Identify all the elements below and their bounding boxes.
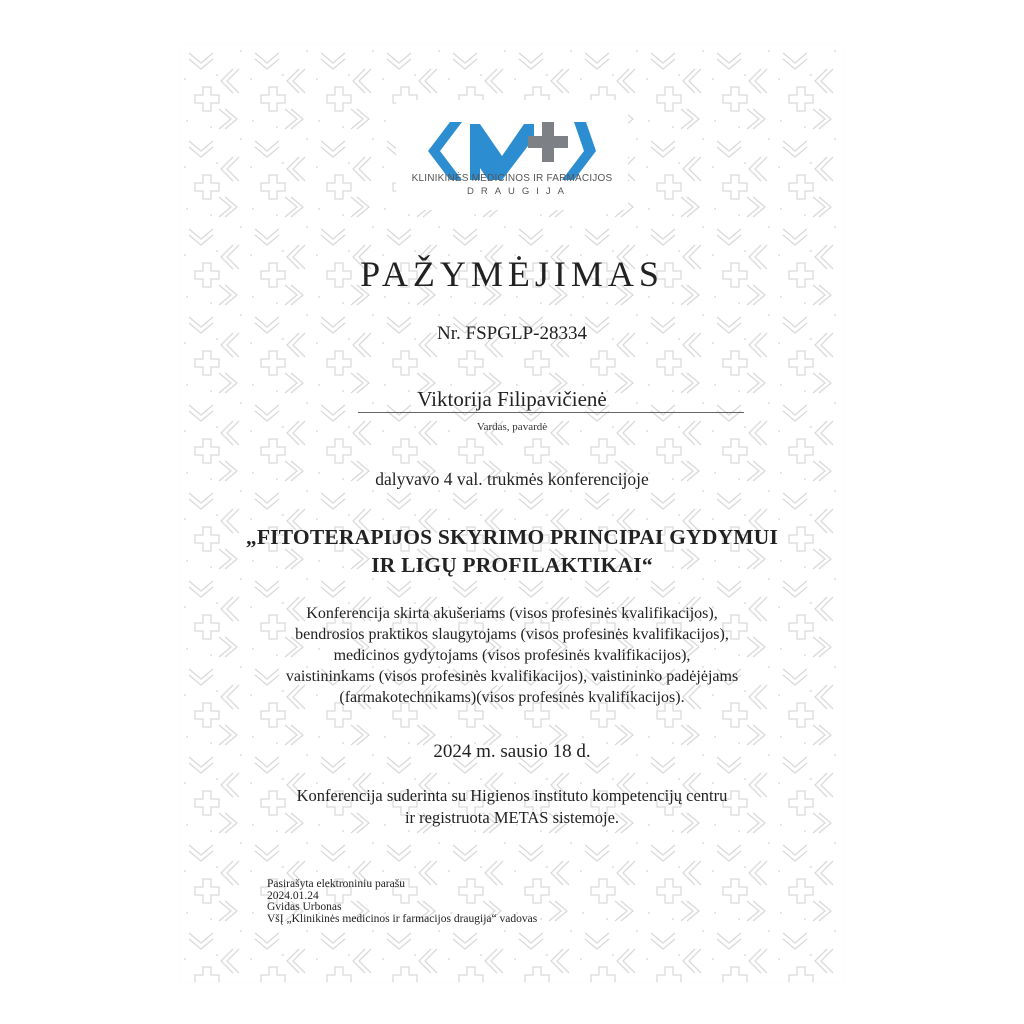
signer-role: VšĮ „Klinikinės medicinos ir farmacijos draugija“ vadovas bbox=[267, 912, 538, 925]
conference-title-line2: IR LIGŲ PROFILAKTIKAI“ bbox=[371, 553, 653, 577]
holder-name: Viktorija Filipavičienė bbox=[417, 387, 607, 411]
audience-line: Konferencija skirta akušeriams (visos profesinės kvalifikacijos), bbox=[306, 605, 718, 622]
conference-title bbox=[181, 523, 843, 579]
logo-text-line1: KLINIKINĖS MEDICINOS IR FARMACIJOS bbox=[411, 173, 613, 184]
audience-description bbox=[181, 603, 843, 708]
certificate-number: Nr. FSPGLP-28334 bbox=[437, 323, 587, 344]
approval-line1: Konferencija suderinta su Higienos instituto kompetencijų centru bbox=[296, 786, 728, 805]
conference-date: 2024 m. sausio 18 d. bbox=[433, 741, 591, 762]
audience-line: medicinos gydytojams (visos profesinės kvalifikacijos), bbox=[333, 647, 691, 664]
logo-text-line2: DRAUGIJA bbox=[466, 186, 572, 197]
approval-text bbox=[181, 785, 843, 829]
name-caption: Vardas, pavardė bbox=[476, 421, 548, 433]
name-underline bbox=[358, 412, 744, 413]
conference-title-line1: „FITOTERAPIJOS SKYRIMO PRINCIPAI GYDYMUI bbox=[245, 525, 779, 549]
certificate-page bbox=[181, 45, 843, 982]
signature-block bbox=[267, 879, 537, 925]
signer-name: Gvidas Urbonas bbox=[267, 901, 342, 913]
certificate-title: PAŽYMĖJIMAS bbox=[360, 254, 664, 294]
audience-line: vaistininkams (visos profesinės kvalifikacijos), vaistininko padėjėjams bbox=[285, 668, 739, 685]
participation-text: dalyvavo 4 val. trukmės konferencijoje bbox=[375, 469, 649, 489]
approval-line2: ir registruota METAS sistemoje. bbox=[404, 808, 620, 827]
signature-date: 2024.01.24 bbox=[267, 889, 319, 902]
audience-line: (farmakotechnikams)(visos profesinės kvalifikacijos). bbox=[339, 689, 685, 706]
signature-note: Pasirašyta elektroniniu parašu bbox=[267, 878, 405, 890]
audience-line: bendrosios praktikos slaugytojams (visos profesinės kvalifikacijos), bbox=[295, 626, 729, 643]
